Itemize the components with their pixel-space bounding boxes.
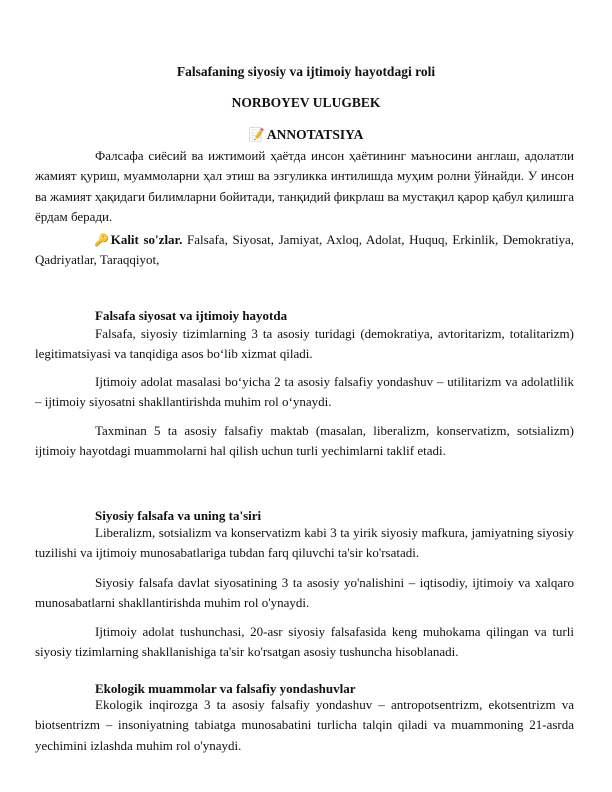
document-title: Falsafaning siyosiy va ijtimoiy hayotdagi roli — [176, 64, 436, 79]
section-heading-3: Ekologik muammolar va falsafiy yondashuvlar — [95, 681, 356, 696]
paragraph — [35, 324, 574, 365]
keywords — [35, 230, 574, 271]
paragraph — [35, 622, 574, 663]
paragraph-text: Taxminan 5 ta asosiy falsafiy maktab (masalan, liberalizm, konservatizm, sotsializm) ijtimoiy hayotdagi muammolarni hal qilish uchun turli yechimlarni taklif etadi. — [35, 423, 574, 459]
annotation-text — [35, 146, 574, 228]
paragraph-text: Siyosiy falsafa davlat siyosatining 3 ta asosiy yo'nalishini – iqtisodiy, ijtimoiy va xalqaro munosabatlarni shakllantirishda muhim rol o'ynaydi. — [35, 575, 574, 611]
section-heading-2: Siyosiy falsafa va uning ta'siri — [95, 508, 262, 523]
annotation-heading — [0, 127, 612, 143]
paragraph-text: Ekologik inqirozga 3 ta asosiy falsafiy yondashuv – antropotsentrizm, ekotsentrizm va biotsentrizm – insoniyatning tabiatga munosabatini turlicha talqin qiladi va muammoning 21-asrda yechimini izlashda muhim rol o'ynaydi. — [35, 697, 574, 753]
annotation-text-body: Фалсафа сиёсий ва ижтимоий ҳаётда инсон ҳаётининг маъносини англаш, адолатли жамият қуриш, муаммоларни ҳал этиш ва эзгуликка интилишда муҳим ролни ўйнайди. У инсон ва жамият ҳақидаги билимларни бойитади, танқидий фикрлаш ва мустақил қарор қабул қилишга ёрдам беради. — [35, 148, 574, 225]
paragraph — [35, 573, 574, 614]
section-heading-1: Falsafa siyosat va ijtimoiy hayotda — [95, 308, 288, 323]
paragraph-text: Ijtimoiy adolat masalasi bo‘yicha 2 ta asosiy falsafiy yondashuv – utilitarizm va adolatlilik – ijtimoiy siyosatni shakllantirishda muhim rol o‘ynaydi. — [35, 374, 574, 410]
paragraph — [35, 695, 574, 756]
paragraph-text: Ijtimoiy adolat tushunchasi, 20-asr siyosiy falsafasida keng muhokama qilingan va turli siyosiy tizimlarning shakllanishiga ta'sir ko'rsatgan asosiy tushuncha hisoblanadi. — [35, 624, 574, 660]
paragraph — [35, 523, 574, 564]
paragraph-text: Falsafa, siyosiy tizimlarning 3 ta asosiy turidagi (demokratiya, avtoritarizm, totalitarizm) legitimatsiyasi va tanqidiga asos bo‘lib xizmat qiladi. — [35, 326, 574, 362]
annotation-heading-label: ANNOTATSIYA — [266, 127, 364, 142]
author-name: NORBOYEV ULUGBEK — [231, 95, 381, 110]
paragraph-text: Liberalizm, sotsializm va konservatizm kabi 3 ta yirik siyosiy mafkura, jamiyatning siyosiy tuzilishi va ijtimoiy munosabatlariga tubdan farq qiluvchi ta'sir ko'rsatadi. — [35, 525, 574, 561]
keywords-text: Falsafa, Siyosat, Jamiyat, Axloq, Adolat, Huquq, Erkinlik, Demokratiya, Qadriyatlar, Taraqqiyot, — [35, 232, 575, 268]
keywords-label: Kalit so'zlar. — [110, 232, 183, 247]
key-icon: 🔑 — [93, 233, 111, 247]
paragraph — [35, 421, 574, 462]
paragraph — [35, 372, 574, 413]
memo-icon: 📝 — [248, 128, 265, 143]
